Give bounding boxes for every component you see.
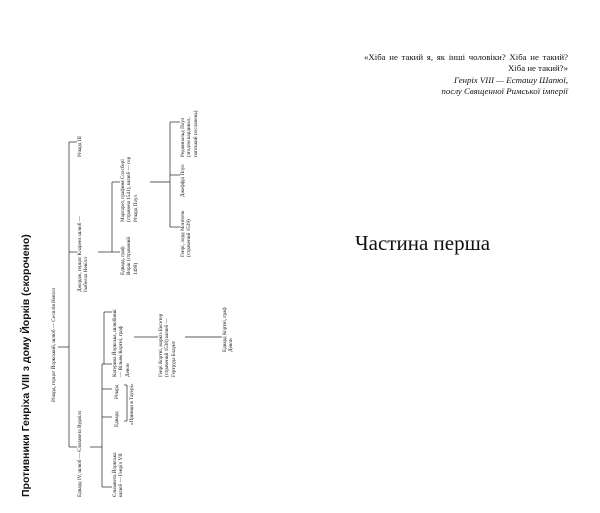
person-richard-york: Річард, герцог Йоркський, шлюб — Сесилія Невілл (51, 287, 57, 402)
others-label: інші (112, 309, 118, 319)
person-richard: Річард (114, 384, 120, 399)
person-henry-montagu: Генрі, лорд Монтегю (страчений 1539) (180, 210, 193, 257)
person-edward-warwick: Едвард, граф Ворік (страчений 1499) (120, 236, 139, 275)
princes-in-tower-label: «Принци в Тауері» (129, 383, 135, 425)
person-edward: Едвард (114, 411, 120, 427)
epigraph (364, 52, 568, 98)
genealogy-title: Противники Генріха VIII з дому Йорків (скорочено) (20, 234, 32, 497)
person-reginald-pole: Реджинальд Поул (згодом кардинал, папський посланець) (180, 110, 199, 157)
person-geoffrey-pole: Джеффрі Поул (180, 164, 186, 197)
person-elizabeth-york: Єлизавета Йоркська шлюб — Генріх VII (112, 452, 125, 497)
person-margaret-salisbury: Маргарет, графиня Солсбері (страчена 1541), шлюб — сер Річард Поул (120, 156, 139, 222)
epigraph-quote: «Хіба не такий я, як інші чоловіки? Хіба не такий? Хіба не такий?» (364, 52, 568, 74)
family-tree (20, 107, 270, 497)
epigraph-attribution-line2: послу Священної Римської імперії (441, 86, 568, 97)
person-catherine-york: Катерина Йоркська, шлюб — Вільям Кортні, граф Девон (112, 318, 131, 377)
part-title: Частина перша (355, 231, 491, 255)
person-henry-courtenay: Генрі Кортні, маркіз Ексетер (страчений 1538) шлюб — Гертруда Блаунт (158, 313, 177, 377)
person-george-clarence: Джордж, герцог Кларенс шлюб — Ізабелла Невілл (77, 216, 90, 292)
person-richard-iii: Річард III (77, 136, 83, 157)
person-edward-iv: Едвард IV, шлюб — Єлизавета Вудвілл (77, 410, 83, 497)
epigraph-attribution-line1: Генріх VIII — Есташу Шапюї, (453, 74, 568, 85)
person-edward-courtenay: Едвард Кортні, граф Девон (222, 307, 235, 352)
